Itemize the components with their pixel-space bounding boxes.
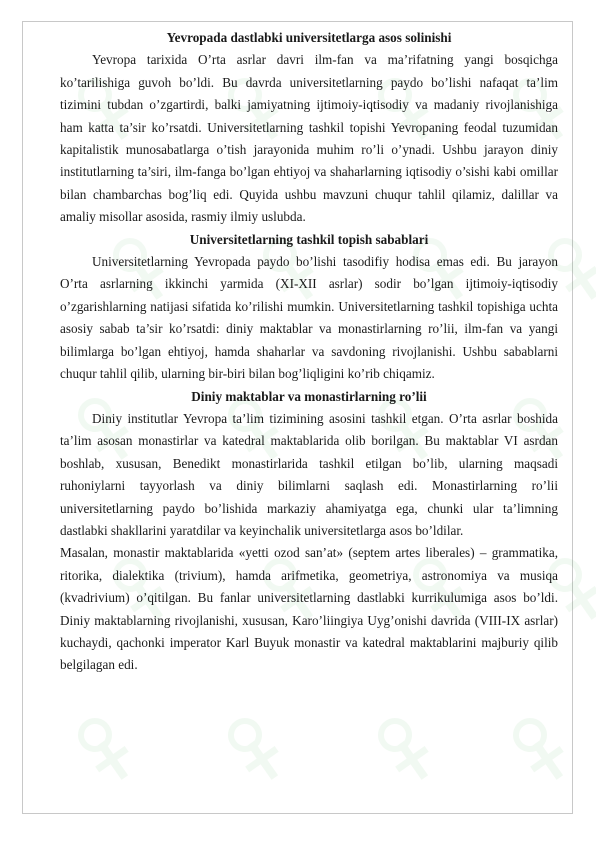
section-heading-causes: Universitetlarning tashkil topish sabablari	[189, 231, 429, 247]
document-body	[60, 27, 558, 677]
section-heading-monasteries: Diniy maktablar va monastirlarning ro’lii	[191, 388, 427, 404]
liberal-arts-paragraph: Masalan, monastir maktablarida «yetti ozod san’at» (septem artes liberales) – grammatika, ritorika, dialektika (trivium), hamda arifmetika, geometriya, astronomiya va musiqa (kvadrivium) o’qitilgan. Bu fanlar universitetlarning dastlabki kurrikulumiga asos bo’ldi. Diniy maktablarning rivojlanishi, xususan, Karo’liingiya Uyg’onishi davrida (VIII-IX asrlar) kuchaydi, qachonki imperator Karl Buyuk monastir va katedral maktablarini majburiy qilib belgilagan edi.	[60, 545, 558, 673]
causes-paragraph: Universitetlarning Yevropada paydo bo’lishi tasodifiy hodisa emas edi. Bu jarayon O’rta asrlarning ikkinchi yarmida (XI-XII asrlar) sodir bo’lgan ijtimoiy-iqtisodiy o’zgarishlarning natijasi sifatida ko’rilishi mumkin. Universitetlarning tashkil topishiga uchta asosiy sabab ta’sir ko’rsatdi: diniy maktablar va monastirlarning ro’lii, ilm-fan va yangi bilimlarga bo’lgan ehtiyoj, hamda shaharlar va savdoning rivojlanishi. Ushbu sabablarni chuqur tahlil qilib, ularning bir-biri bilan bog’liqligini ko’rib chiqamiz.	[60, 254, 558, 382]
intro-paragraph: Yevropa tarixida O’rta asrlar davri ilm-fan va ma’rifatning yangi bosqichga ko’tarilishiga guvoh bo’ldi. Bu davrda universitetlarning paydo bo’lishi nafaqat ta’lim tizimini tubdan o’zgartirdi, balki jamiyatning ijtimoiy-iqtisodiy va madaniy rivojlanishiga ham katta ta’sir ko’rsatdi. Universitetlarning tashkil topishi Yevropaning feodal tuzumidan kapitalistik munosabatlarga o’tish jarayonida muhim ro’li o’ynadi. Ushbu jarayon diniy institutlarning ta’siri, ilm-fanga bo’lgan ehtiyoj va shaharlarning iqtisodiy o’sishi kabi omillar bilan chambarchas bog’liq edi. Quyida ushbu mavzuni chuqur tahlil qilamiz, dalillar va amaliy misollar asosida, rasmiy ilmiy uslubda.	[60, 52, 558, 225]
monasteries-paragraph: Diniy institutlar Yevropa ta’lim tizimining asosini tashkil etgan. O’rta asrlar boshida ta’lim asosan monastirlar va katedral maktablarida olib borilgan. Bu maktablar VI asrdan boshlab, xususan, Benedikt monastirlarida tashkil etilgan bo’lib, ularning maqsadi ruhoniylarni tayyorlash va diniy bilimlarni saqlash edi. Monastirlarning ro’lii universitetlarning paydo bo’lishida markaziy ahamiyatga ega, chunki ular ta’limning dastlabki shakllarini yaratdilar va keyinchalik universitetlarga asos bo’ldilar.	[60, 410, 558, 538]
document-title: Yevropada dastlabki universitetlarga asos solinishi	[166, 30, 452, 45]
